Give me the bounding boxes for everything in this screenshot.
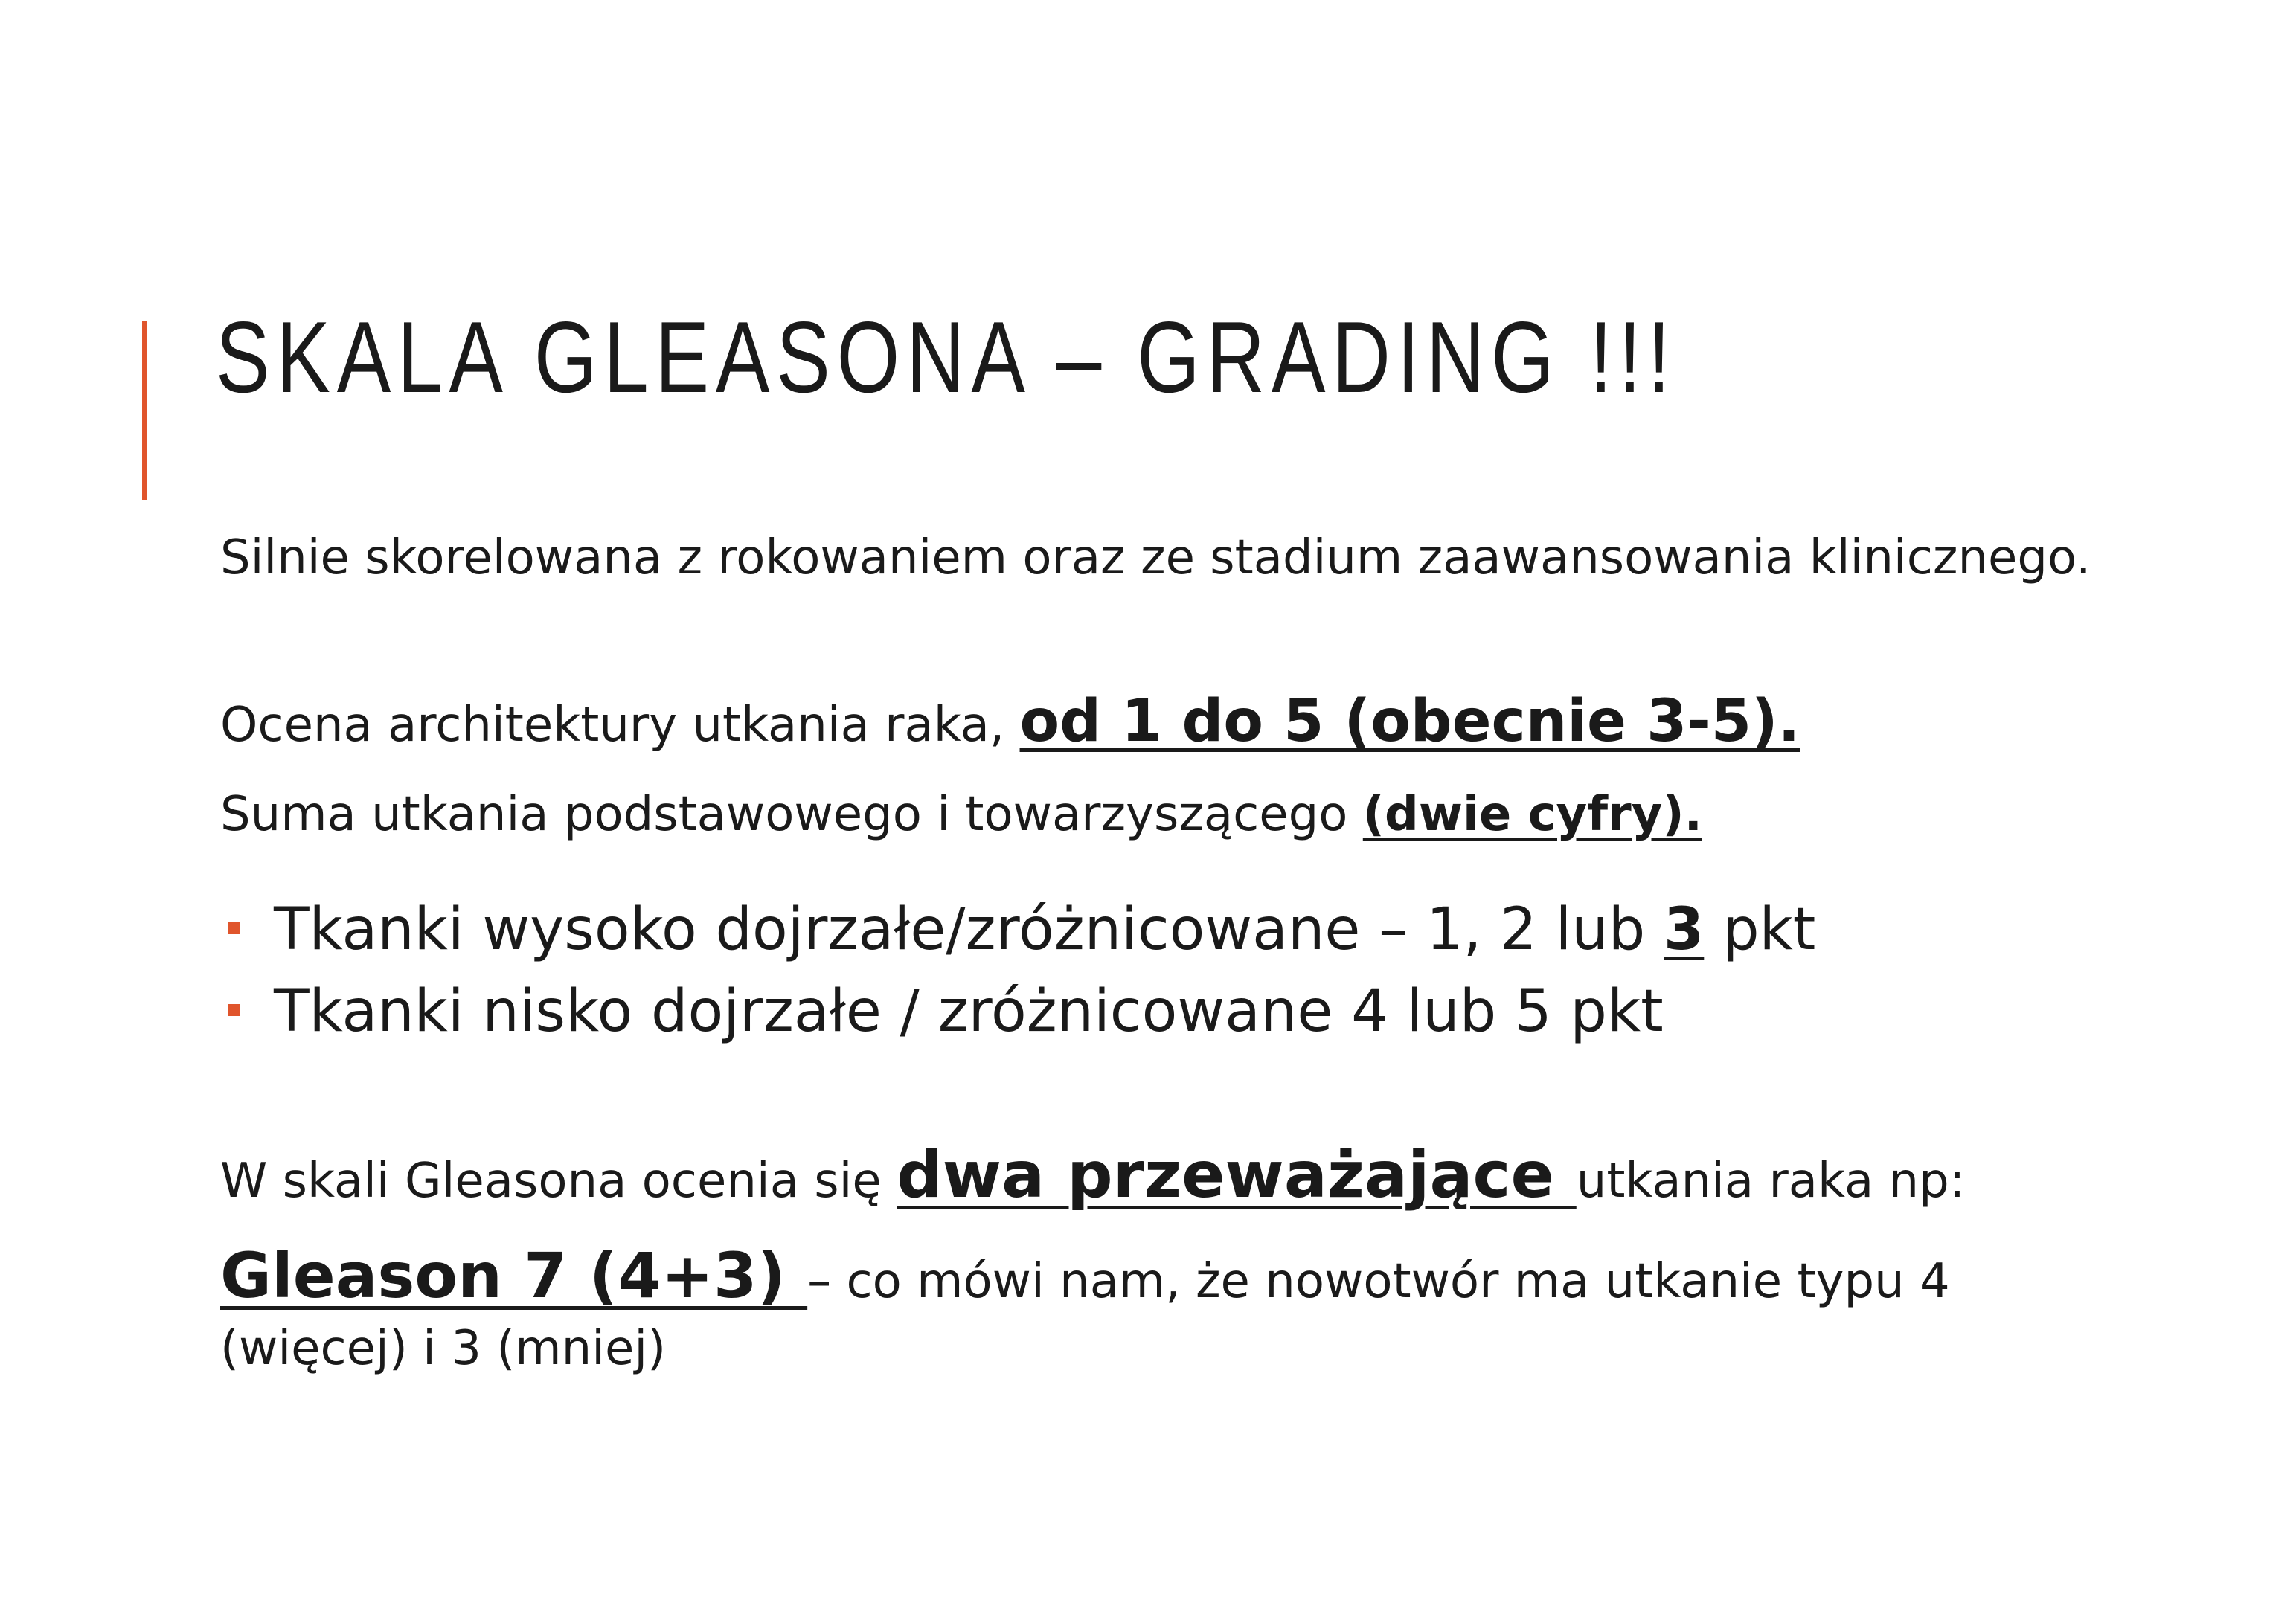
bullet-text: Tkanki wysoko dojrzałe/zróżnicowane – 1, 2 lub	[274, 896, 1664, 963]
paragraph-architecture-text: Ocena architektury utkania raka,	[220, 698, 1020, 753]
slide-title: SKALA GLEASONA – GRADING !!!	[216, 301, 1677, 414]
paragraph-architecture	[220, 688, 1800, 755]
paragraph-architecture-emphasis: od 1 do 5 (obecnie 3-5).	[1019, 688, 1800, 755]
square-bullet-icon	[228, 922, 240, 934]
paragraph-gleason-example	[220, 1239, 2125, 1382]
list-item	[220, 971, 1815, 1052]
gleason-score-example: Gleason 7 (4+3)	[220, 1239, 808, 1312]
bullet-text-after: pkt	[1704, 896, 1816, 963]
paragraph-sum-emphasis: (dwie cyfry).	[1362, 787, 1702, 842]
title-accent-bar	[142, 321, 147, 500]
square-bullet-icon	[228, 1004, 240, 1016]
list-item	[220, 889, 1815, 971]
paragraph-two-dominant	[220, 1134, 1965, 1222]
paragraph-correlation: Silnie skorelowana z rokowaniem oraz ze stadium zaawansowania klinicznego.	[220, 530, 2091, 585]
paragraph-two-dominant-before: W skali Gleasona ocenia się	[220, 1154, 897, 1209]
paragraph-two-dominant-emphasis: dwa przeważające	[897, 1138, 1577, 1212]
bullet-emphasis: 3	[1664, 896, 1705, 963]
paragraph-two-dominant-after: utkania raka np:	[1576, 1154, 1966, 1209]
bullet-text: Tkanki nisko dojrzałe / zróżnicowane 4 lub 5 pkt	[274, 978, 1664, 1045]
paragraph-sum-text: Suma utkania podstawowego i towarzyszącego	[220, 787, 1363, 842]
paragraph-sum	[220, 785, 1702, 844]
gleason-example-explanation: – co mówi nam, że nowotwór ma utkanie typu 4 (więcej) i 3 (mniej)	[220, 1254, 1950, 1376]
bullet-list	[220, 889, 1815, 1052]
